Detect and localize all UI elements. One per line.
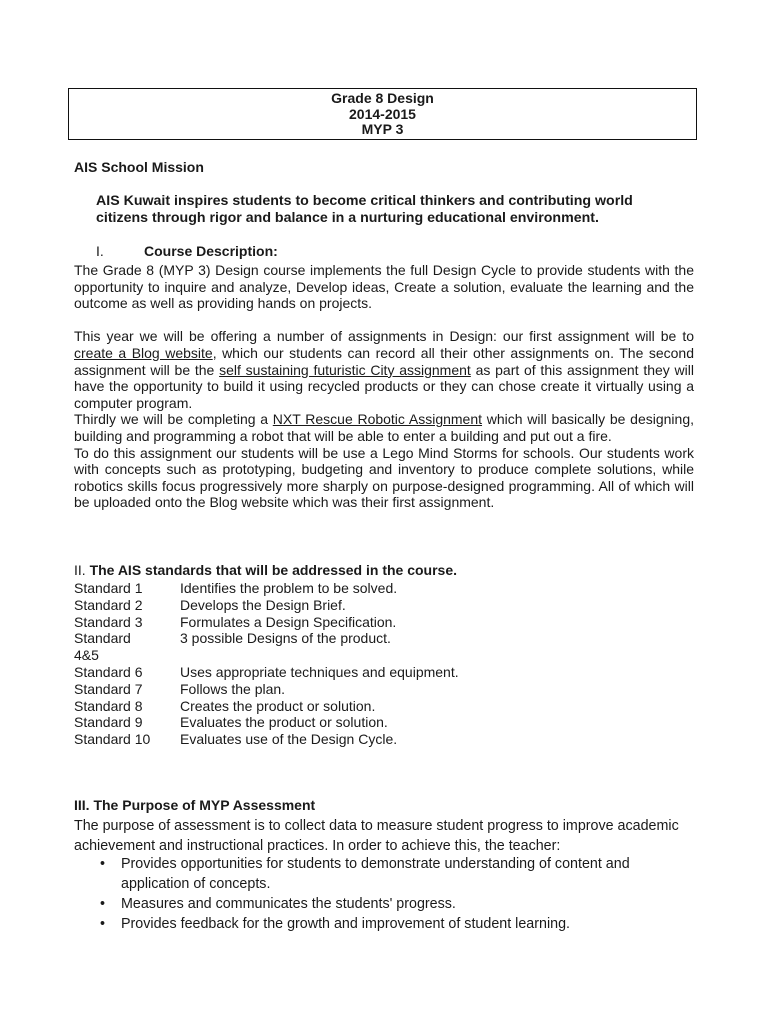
description-para-4: To do this assignment our students will be use a Lego Mind Storms for schools. Our students work with concepts such as prototyping, budgeting and inventory to produce complete solutions, while robotics skills focus progressively more sharply on purpose-designed programming. All of which will be uploaded onto the Blog website which was their first assignment. — [74, 444, 694, 511]
description-para-3 — [74, 411, 694, 444]
course-description — [74, 262, 694, 511]
standard-label: Standard 10 — [74, 731, 151, 748]
standard-text: Develops the Design Brief. — [180, 596, 346, 613]
standard-row — [74, 630, 459, 664]
description-para-2 — [74, 328, 694, 411]
standard-label: Standard 7 — [74, 680, 143, 697]
section-1-heading — [96, 243, 278, 260]
city-assignment-link[interactable]: self sustaining futuristic City assignment — [219, 361, 471, 378]
standard-row — [74, 714, 459, 731]
standard-row — [74, 731, 459, 748]
list-item — [100, 914, 690, 934]
standard-text: Identifies the problem to be solved. — [180, 580, 398, 596]
section-1-number: I. — [96, 243, 104, 259]
robotic-assignment-link[interactable]: NXT Rescue Robotic Assignment — [272, 411, 483, 428]
standard-text: Uses appropriate techniques and equipment. — [180, 663, 459, 680]
bullet-icon: • — [100, 896, 106, 912]
header-grade: Grade 8 Design — [331, 90, 434, 106]
standard-label: Standard 4&5 — [74, 630, 131, 663]
section-2-number: II. — [74, 562, 86, 578]
list-item-text: Provides feedback for the growth and improvement of student learning. — [121, 916, 571, 932]
standard-label: Standard 6 — [74, 663, 143, 680]
para-2-text-a: This year we will be offering a number of assignments in Design: our first assignment will be to — [74, 328, 694, 345]
para-3-text-a: Thirdly we will be completing a — [74, 411, 273, 428]
standard-text: Formulates a Design Specification. — [180, 613, 397, 630]
standard-label: Standard 9 — [74, 714, 143, 731]
standard-row — [74, 698, 459, 715]
document-header — [68, 88, 697, 140]
standard-row — [74, 597, 459, 614]
assessment-bullets — [100, 854, 690, 934]
standard-row — [74, 614, 459, 631]
assessment-intro: The purpose of assessment is to collect data to measure student progress to improve academic achievement and instructional practices. In order to achieve this, the teacher: — [74, 818, 679, 854]
standard-row — [74, 580, 459, 597]
list-item — [100, 854, 690, 894]
section-2-heading — [74, 562, 457, 579]
standard-row — [74, 664, 459, 681]
standards-list — [74, 580, 459, 748]
standard-text: Creates the product or solution. — [180, 697, 376, 714]
standard-label: Standard 2 — [74, 596, 143, 613]
para-2-text-b: , which our students can record all their other assignments on. The second assignment will be the — [74, 344, 694, 378]
section-1-title: Course Description: — [144, 243, 278, 259]
para-3-text-b: which will basically be designing, building and programming a robot that will be able to enter a building and put out a fire. — [74, 411, 694, 444]
blog-website-link[interactable]: create a Blog website — [74, 344, 213, 361]
section-2-title: The AIS standards that will be addressed in the course. — [89, 562, 458, 578]
standard-text: Evaluates use of the Design Cycle. — [180, 731, 398, 748]
section-3-heading: III. The Purpose of MYP Assessment — [74, 797, 316, 813]
para-2-text-c: as part of this assignment they will have the opportunity to build it using recycled products or they can chose create it virtually using a computer program. — [74, 361, 694, 411]
description-para-1: The Grade 8 (MYP 3) Design course implements the full Design Cycle to provide students with the opportunity to inquire and analyze, Develop ideas, Create a solution, evaluate the learning and the outcome as well as providing hands on projects. — [74, 262, 694, 312]
header-myp: MYP 3 — [361, 121, 404, 137]
standard-label: Standard 3 — [74, 613, 143, 630]
standard-text: Evaluates the product or solution. — [180, 714, 388, 731]
header-year: 2014-2015 — [349, 105, 416, 122]
mission-line-1: AIS Kuwait inspires students to become critical thinkers and contributing world — [96, 193, 633, 209]
mission-line-2: citizens through rigor and balance in a nurturing educational environment. — [96, 210, 599, 226]
standard-label: Standard 1 — [74, 580, 143, 596]
mission-heading: AIS School Mission — [74, 159, 204, 175]
list-item — [100, 894, 690, 914]
list-item-text: Measures and communicates the students' progress. — [121, 896, 456, 912]
standard-text: 3 possible Designs of the product. — [180, 630, 391, 647]
standard-label: Standard 8 — [74, 697, 143, 714]
standard-row — [74, 681, 459, 698]
bullet-icon: • — [100, 916, 106, 932]
standard-text: Follows the plan. — [180, 680, 286, 697]
mission-statement — [96, 193, 686, 227]
bullet-icon: • — [100, 856, 106, 872]
list-item-text: Provides opportunities for students to demonstrate understanding of content and application of concepts. — [121, 856, 630, 892]
